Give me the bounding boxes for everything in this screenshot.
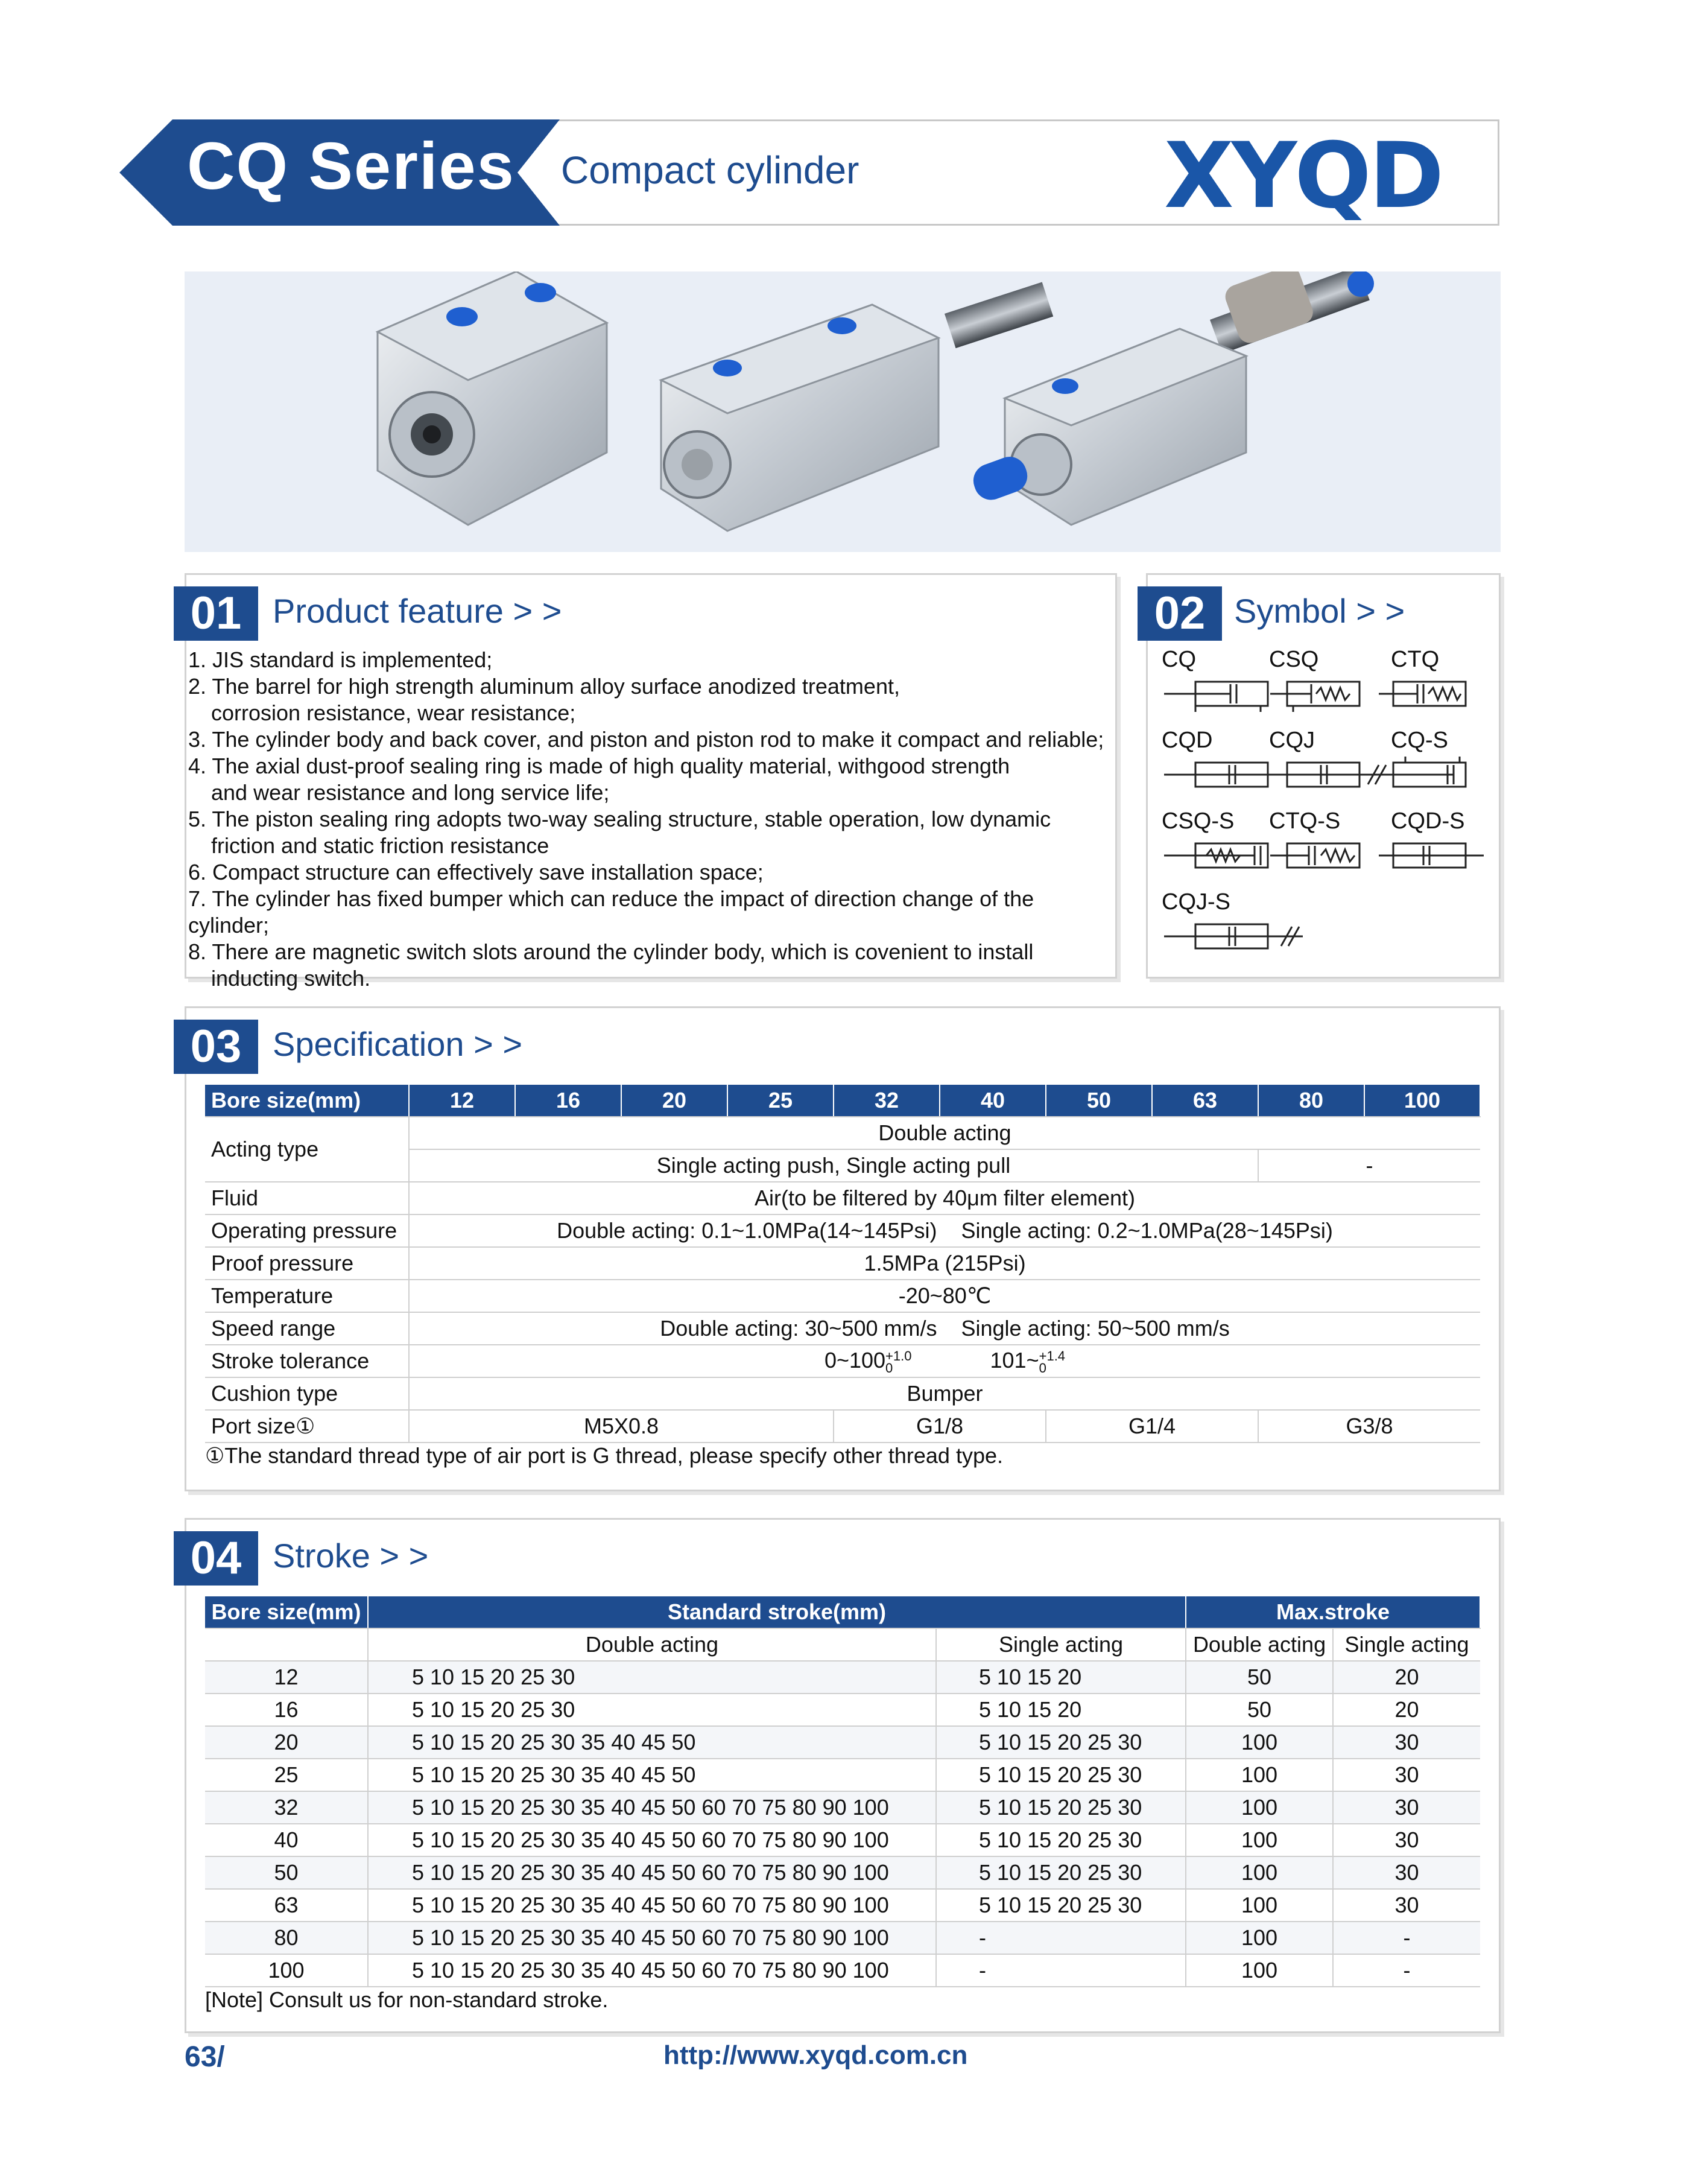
stroke-header-row xyxy=(205,1596,1480,1628)
stroke-single: 5 10 15 20 25 30 xyxy=(936,1759,1186,1791)
stroke-max-single: - xyxy=(1333,1954,1480,1987)
stroke-max-double: 100 xyxy=(1186,1922,1333,1954)
symbol-label-cq: CQ xyxy=(1162,647,1196,672)
stroke-title: Stroke > > xyxy=(273,1537,429,1575)
operating-pressure-value xyxy=(409,1214,1480,1247)
bore-col: 40 xyxy=(940,1085,1046,1117)
stroke-max-single: 20 xyxy=(1333,1694,1480,1726)
stroke-max-single: 30 xyxy=(1333,1856,1480,1889)
table-row xyxy=(205,1759,1480,1791)
symbol-label-csq: CSQ xyxy=(1269,647,1319,672)
stroke-rows xyxy=(205,1661,1480,1987)
proof-pressure-value: 1.5MPa (215Psi) xyxy=(409,1247,1480,1280)
symbol-ctq-s-icon xyxy=(1270,843,1359,868)
stroke-bore: 50 xyxy=(205,1856,368,1889)
spec-row xyxy=(205,1345,1480,1377)
op-single: Single acting: 0.2~1.0MPa(28~145Psi) xyxy=(961,1218,1333,1243)
symbol-diagrams xyxy=(1146,573,1501,979)
speed-double: Double acting: 30~500 mm/s xyxy=(660,1316,937,1341)
symbol-cq-s-icon xyxy=(1379,757,1466,787)
feature-item: 1. JIS standard is implemented; xyxy=(188,647,493,672)
speed-range-label: Speed range xyxy=(205,1312,409,1345)
spec-row xyxy=(205,1312,1480,1345)
stroke-max-single: 30 xyxy=(1333,1824,1480,1856)
spec-row xyxy=(205,1377,1480,1410)
stroke-max-double: 50 xyxy=(1186,1661,1333,1694)
stroke-max-double: 100 xyxy=(1186,1889,1333,1922)
bore-col: 63 xyxy=(1152,1085,1258,1117)
feature-item: 2. The barrel for high strength aluminum alloy surface anodized treatment, xyxy=(188,674,900,699)
operating-pressure-label: Operating pressure xyxy=(205,1214,409,1247)
stroke-bore: 20 xyxy=(205,1726,368,1759)
symbol-title: Symbol > > xyxy=(1234,592,1405,630)
tol2-sub: 0 xyxy=(1039,1360,1046,1376)
tol2-sup: +1.4 xyxy=(1039,1348,1066,1363)
feature-title: Product feature > > xyxy=(273,592,562,630)
feature-item: inducting switch. xyxy=(211,966,371,991)
symbol-csq-s-icon xyxy=(1164,843,1268,868)
feature-item: 4. The axial dust-proof sealing ring is made of high quality material, withgood strength xyxy=(188,754,1010,778)
series-subtitle: Compact cylinder xyxy=(561,148,859,192)
bore-col: 50 xyxy=(1046,1085,1152,1117)
stroke-single: 5 10 15 20 25 30 xyxy=(936,1889,1186,1922)
stroke-max-single: 30 xyxy=(1333,1726,1480,1759)
max-double-header: Double acting xyxy=(1186,1628,1333,1661)
speed-range-value xyxy=(409,1312,1480,1345)
stroke-single: - xyxy=(936,1954,1186,1987)
stroke-single: 5 10 15 20 25 30 xyxy=(936,1824,1186,1856)
spec-row xyxy=(205,1410,1480,1443)
series-title: CQ Series xyxy=(187,129,515,203)
stroke-max-double: 100 xyxy=(1186,1824,1333,1856)
stroke-max-double: 100 xyxy=(1186,1759,1333,1791)
stroke-bore: 40 xyxy=(205,1824,368,1856)
stroke-max-single: 30 xyxy=(1333,1759,1480,1791)
symbol-label-cqj: CQJ xyxy=(1269,728,1315,753)
product-photos xyxy=(185,271,1501,552)
feature-item: corrosion resistance, wear resistance; xyxy=(211,700,576,725)
table-row xyxy=(205,1661,1480,1694)
max-single-header: Single acting xyxy=(1333,1628,1480,1661)
stroke-bore: 80 xyxy=(205,1922,368,1954)
table-row xyxy=(205,1889,1480,1922)
cushion-type-label: Cushion type xyxy=(205,1377,409,1410)
table-row xyxy=(205,1824,1480,1856)
spec-note: ①The standard thread type of air port is G thread, please specify other thread type. xyxy=(205,1443,1003,1468)
tol1-sub: 0 xyxy=(885,1360,893,1376)
stroke-single: 5 10 15 20 25 30 xyxy=(936,1726,1186,1759)
stroke-double: 5 10 15 20 25 30 35 40 45 50 60 70 75 80 90 100 xyxy=(368,1824,936,1856)
spec-row xyxy=(205,1247,1480,1280)
bore-size-header: Bore size(mm) xyxy=(205,1085,409,1117)
stroke-bore: 63 xyxy=(205,1889,368,1922)
port-size-value: G3/8 xyxy=(1258,1410,1480,1443)
feature-item: friction and static friction resistance xyxy=(211,833,549,858)
acting-dash: - xyxy=(1258,1149,1480,1182)
stroke-double: 5 10 15 20 25 30 35 40 45 50 60 70 75 80 90 100 xyxy=(368,1954,936,1987)
bore-col: 16 xyxy=(515,1085,621,1117)
spec-header-row xyxy=(205,1085,1480,1117)
bore-col: 20 xyxy=(621,1085,727,1117)
symbol-label-ctq: CTQ xyxy=(1391,647,1440,672)
stroke-single: 5 10 15 20 xyxy=(936,1694,1186,1726)
spec-row xyxy=(205,1214,1480,1247)
stroke-double: 5 10 15 20 25 30 35 40 45 50 xyxy=(368,1759,936,1791)
page-number: 63/ xyxy=(185,2041,225,2073)
spec-title: Specification > > xyxy=(273,1025,523,1063)
double-acting-header: Double acting xyxy=(368,1628,936,1661)
port-size-label: Port size① xyxy=(205,1410,409,1443)
stroke-tolerance-value xyxy=(409,1345,1480,1377)
stroke-double: 5 10 15 20 25 30 xyxy=(368,1694,936,1726)
stroke-double: 5 10 15 20 25 30 35 40 45 50 60 70 75 80 90 100 xyxy=(368,1889,936,1922)
cushion-type-value: Bumper xyxy=(409,1377,1480,1410)
spec-row xyxy=(205,1117,1480,1149)
symbol-csq-icon xyxy=(1270,682,1359,712)
spec-table xyxy=(205,1085,1481,1443)
stroke-double: 5 10 15 20 25 30 xyxy=(368,1661,936,1694)
bore-col: 32 xyxy=(834,1085,940,1117)
bore-col: 12 xyxy=(409,1085,515,1117)
tol1-sup: +1.0 xyxy=(885,1348,912,1363)
acting-double: Double acting xyxy=(409,1117,1480,1149)
stroke-double: 5 10 15 20 25 30 35 40 45 50 60 70 75 80 90 100 xyxy=(368,1922,936,1954)
symbol-label-csq-s: CSQ-S xyxy=(1162,808,1235,834)
feature-number: 01 xyxy=(174,586,258,641)
feature-item: 7. The cylinder has fixed bumper which can reduce the impact of direction change of the cylinder; xyxy=(188,886,1034,938)
stroke-double: 5 10 15 20 25 30 35 40 45 50 60 70 75 80 90 100 xyxy=(368,1856,936,1889)
feature-item: 5. The piston sealing ring adopts two-way sealing structure, stable operation, low dynamic xyxy=(188,807,1051,831)
feature-item: 8. There are magnetic switch slots around the cylinder body, which is covenient to install xyxy=(188,939,1034,964)
port-size-value: G1/8 xyxy=(834,1410,1046,1443)
symbol-cqd-s-icon xyxy=(1379,843,1484,868)
table-row xyxy=(205,1726,1480,1759)
stroke-max-single: 30 xyxy=(1333,1889,1480,1922)
stroke-number: 04 xyxy=(174,1531,258,1586)
symbol-number: 02 xyxy=(1138,586,1222,641)
tol1-base: 0~100 xyxy=(824,1348,886,1373)
temperature-label: Temperature xyxy=(205,1280,409,1312)
stroke-bore-header: Bore size(mm) xyxy=(205,1596,368,1628)
temperature-value: -20~80℃ xyxy=(409,1280,1480,1312)
table-row xyxy=(205,1694,1480,1726)
feature-list xyxy=(188,647,1111,992)
stroke-tolerance-label: Stroke tolerance xyxy=(205,1345,409,1377)
symbol-ctq-icon xyxy=(1379,682,1466,706)
stroke-max-single: 30 xyxy=(1333,1791,1480,1824)
stroke-single: 5 10 15 20 25 30 xyxy=(936,1856,1186,1889)
stroke-single: 5 10 15 20 xyxy=(936,1661,1186,1694)
website-link[interactable]: http://www.xyqd.com.cn xyxy=(663,2040,968,2070)
stroke-max-double: 50 xyxy=(1186,1694,1333,1726)
stroke-bore: 16 xyxy=(205,1694,368,1726)
symbol-cqj-icon xyxy=(1270,763,1387,787)
single-acting-header: Single acting xyxy=(936,1628,1186,1661)
stroke-single: 5 10 15 20 25 30 xyxy=(936,1791,1186,1824)
stroke-subheader-row xyxy=(205,1628,1480,1661)
brand-logo: XYQD xyxy=(1164,124,1442,229)
symbol-label-cqd: CQD xyxy=(1162,728,1213,753)
stroke-max-double: 100 xyxy=(1186,1954,1333,1987)
spec-row xyxy=(205,1280,1480,1312)
symbol-label-cq-s: CQ-S xyxy=(1391,728,1448,753)
port-size-value: M5X0.8 xyxy=(409,1410,834,1443)
fluid-value: Air(to be filtered by 40μm filter element) xyxy=(409,1182,1480,1214)
max-stroke-header: Max.stroke xyxy=(1186,1596,1480,1628)
table-row xyxy=(205,1856,1480,1889)
feature-item: and wear resistance and long service life; xyxy=(211,780,610,805)
spec-number: 03 xyxy=(174,1020,258,1074)
spec-row xyxy=(205,1182,1480,1214)
standard-stroke-header: Standard stroke(mm) xyxy=(368,1596,1186,1628)
table-row xyxy=(205,1954,1480,1987)
acting-type-label: Acting type xyxy=(205,1117,409,1182)
stroke-max-single: 20 xyxy=(1333,1661,1480,1694)
symbol-cqj-s-icon xyxy=(1164,924,1303,948)
stroke-note: [Note] Consult us for non-standard stroke. xyxy=(205,1987,609,2012)
stroke-max-single: - xyxy=(1333,1922,1480,1954)
product-photo-band xyxy=(185,271,1501,552)
symbol-label-ctq-s: CTQ-S xyxy=(1269,808,1341,834)
stroke-double: 5 10 15 20 25 30 35 40 45 50 xyxy=(368,1726,936,1759)
stroke-bore: 25 xyxy=(205,1759,368,1791)
speed-single: Single acting: 50~500 mm/s xyxy=(961,1316,1230,1341)
tol2-base: 101~ xyxy=(990,1348,1039,1373)
cylinder-image-1 xyxy=(378,271,607,525)
table-row xyxy=(205,1922,1480,1954)
bore-col: 80 xyxy=(1258,1085,1364,1117)
stroke-bore: 12 xyxy=(205,1661,368,1694)
table-row xyxy=(205,1791,1480,1824)
fluid-label: Fluid xyxy=(205,1182,409,1214)
op-double: Double acting: 0.1~1.0MPa(14~145Psi) xyxy=(557,1218,937,1243)
stroke-max-double: 100 xyxy=(1186,1726,1333,1759)
acting-single: Single acting push, Single acting pull xyxy=(409,1149,1258,1182)
port-size-value: G1/4 xyxy=(1046,1410,1258,1443)
bore-col: 25 xyxy=(727,1085,834,1117)
stroke-single: - xyxy=(936,1922,1186,1954)
symbol-cq-icon xyxy=(1164,682,1268,712)
stroke-bore: 100 xyxy=(205,1954,368,1987)
stroke-max-double: 100 xyxy=(1186,1856,1333,1889)
symbol-label-cqd-s: CQD-S xyxy=(1391,808,1465,834)
stroke-max-double: 100 xyxy=(1186,1791,1333,1824)
proof-pressure-label: Proof pressure xyxy=(205,1247,409,1280)
stroke-table xyxy=(205,1596,1481,1987)
symbol-label-cqj-s: CQJ-S xyxy=(1162,889,1230,915)
feature-item: 3. The cylinder body and back cover, and piston and piston rod to make it compact and reliable; xyxy=(188,727,1104,752)
bore-col: 100 xyxy=(1364,1085,1480,1117)
stroke-bore: 32 xyxy=(205,1791,368,1824)
stroke-double: 5 10 15 20 25 30 35 40 45 50 60 70 75 80 90 100 xyxy=(368,1791,936,1824)
feature-item: 6. Compact structure can effectively save installation space; xyxy=(188,860,764,884)
